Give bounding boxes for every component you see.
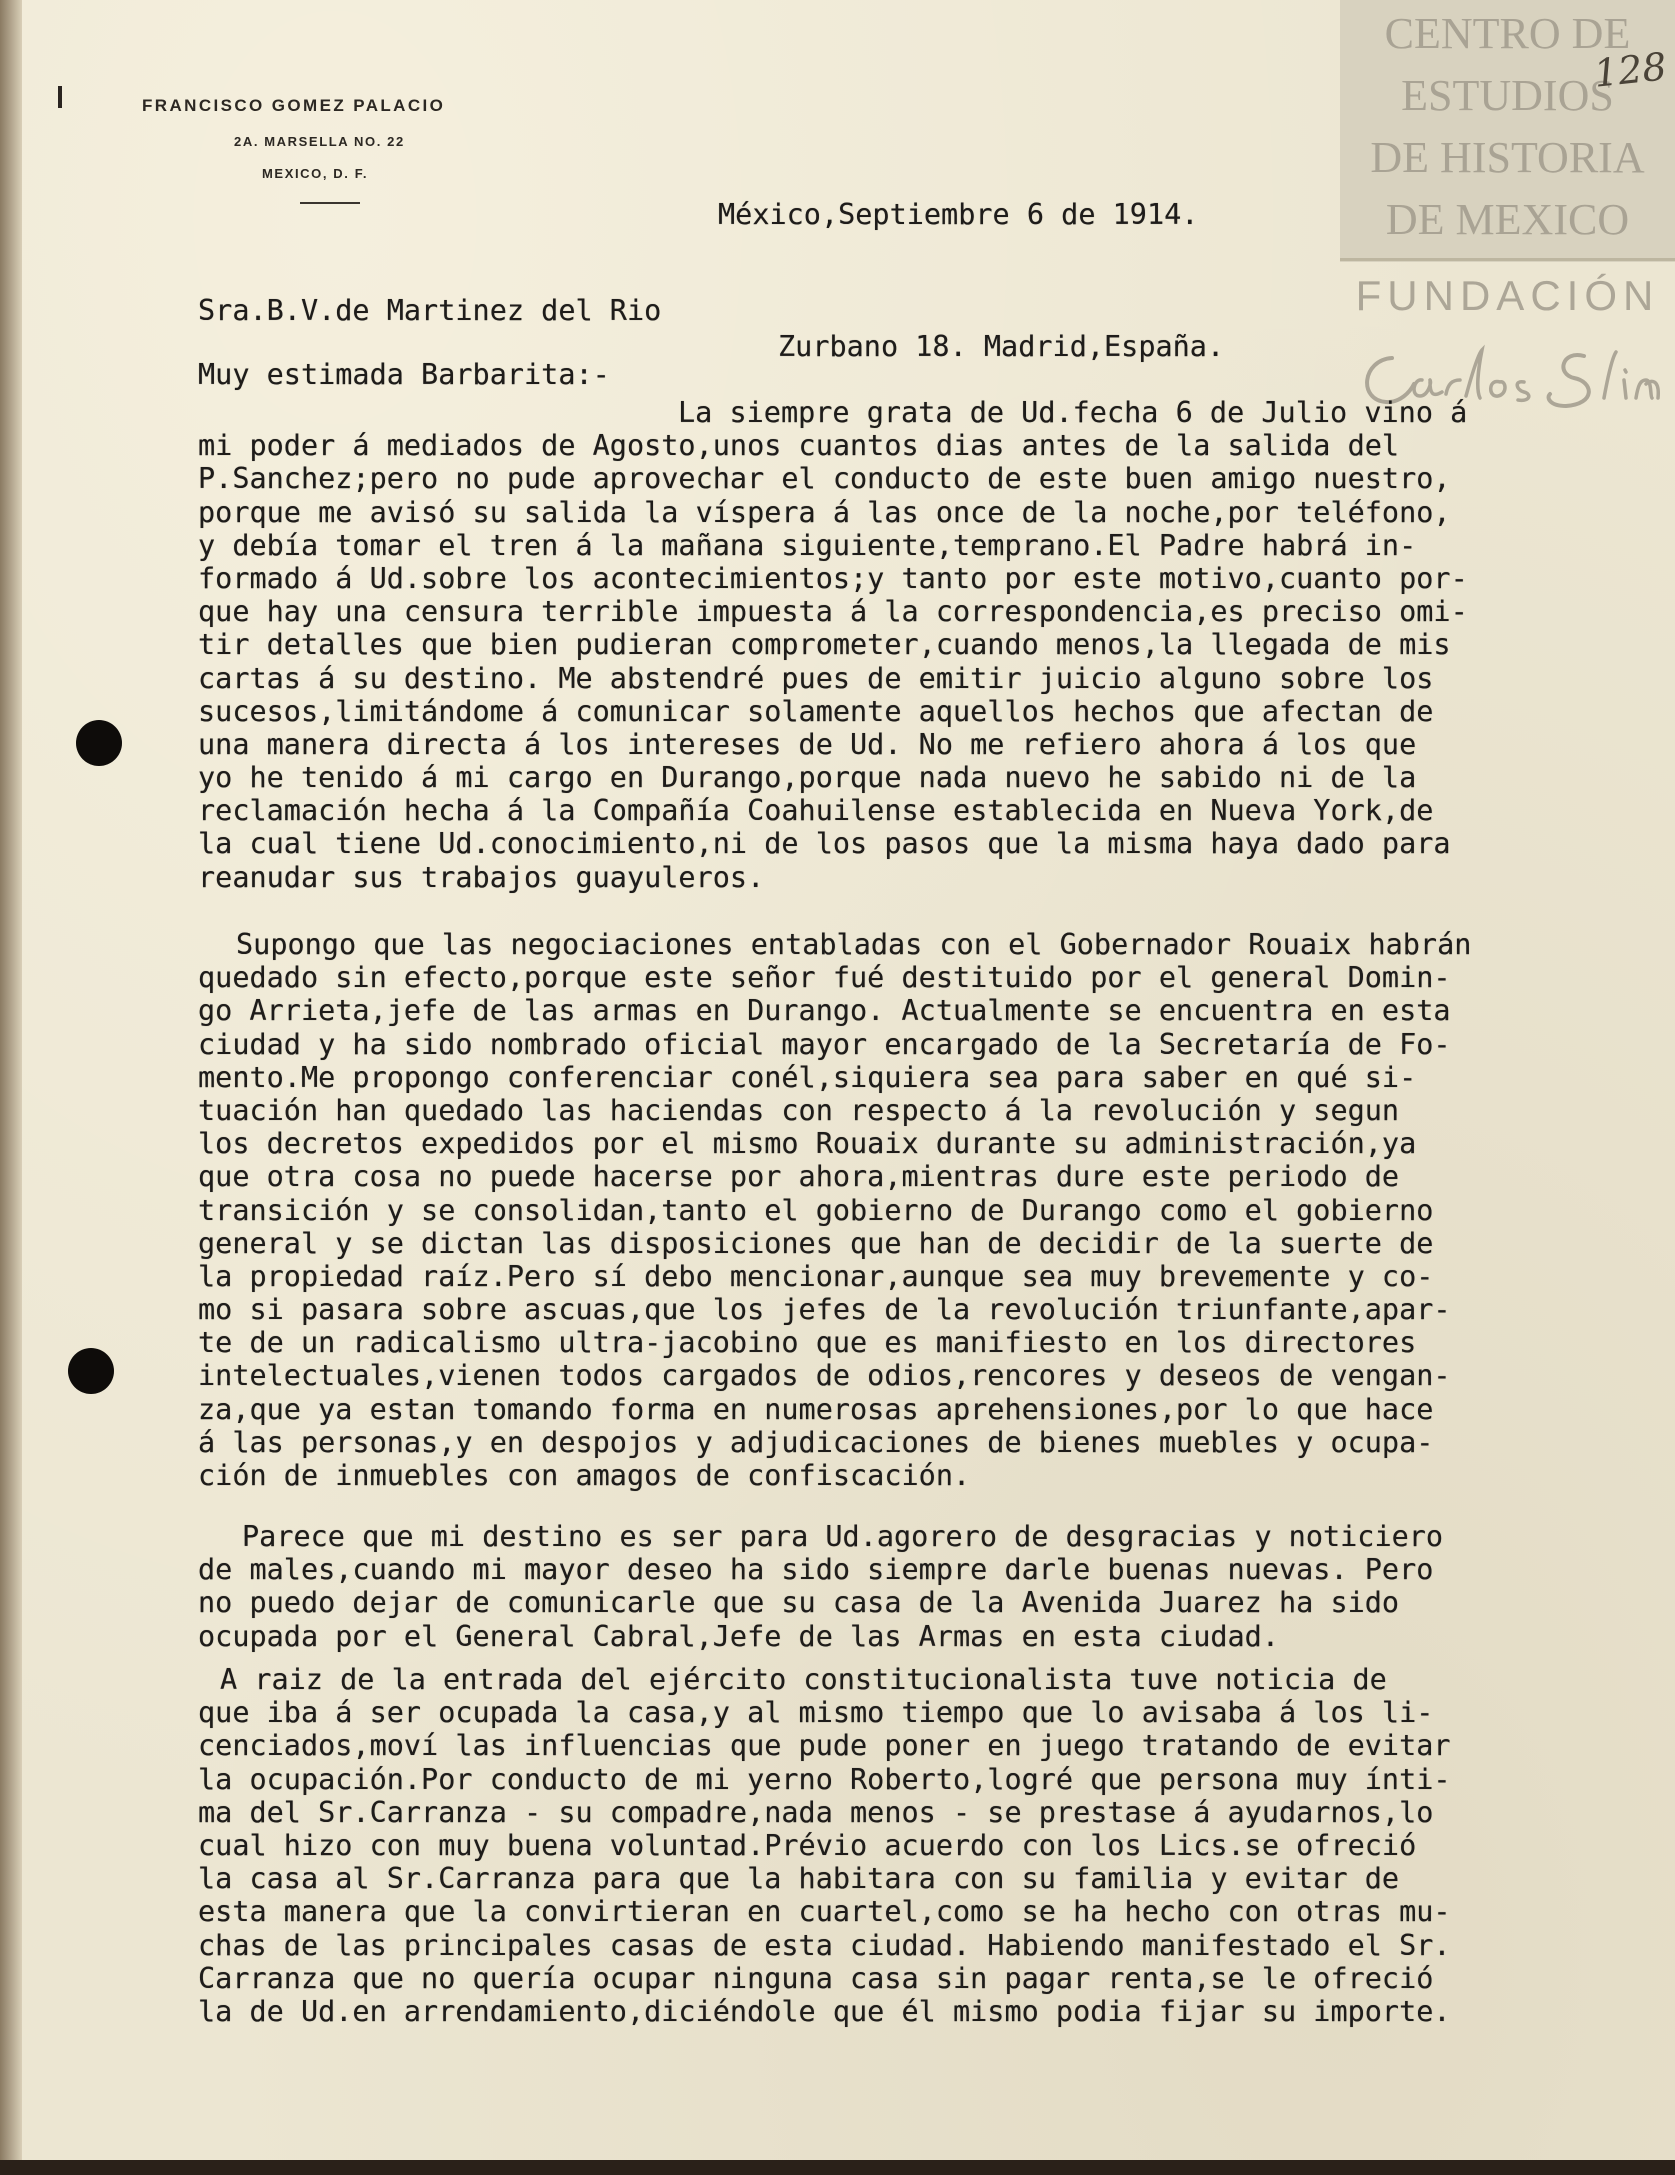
- text-line: intelectuales,vienen todos cargados de odios,rencores y deseos de vengan-: [198, 1359, 1451, 1393]
- letterhead-name: FRANCISCO GOMEZ PALACIO: [142, 96, 446, 115]
- text-line: no puedo dejar de comunicarle que su casa de la Avenida Juarez ha sido: [198, 1586, 1400, 1620]
- text-line: quedado sin efecto,porque este señor fué destituido por el general Domin-: [198, 961, 1451, 995]
- text-line: la cual tiene Ud.conocimiento,ni de los pasos que la misma haya dado para: [198, 827, 1451, 861]
- letter-paragraph: [198, 928, 1471, 1492]
- text-line: la ocupación.Por conducto de mi yerno Roberto,logré que persona muy ínti-: [198, 1762, 1451, 1796]
- text-line: mento.Me propongo conferenciar conél,siquiera sea para saber en qué si-: [198, 1060, 1417, 1094]
- text-line: la casa al Sr.Carranza para que la habitara con su familia y evitar de: [198, 1862, 1400, 1896]
- text-line: cual hizo con muy buena voluntad.Prévio acuerdo con los Lics.se ofreció: [198, 1828, 1417, 1862]
- text-line: chas de las principales casas de esta ciudad. Habiendo manifestado el Sr.: [198, 1928, 1451, 1962]
- archive-stamp-line: DE HISTORIA: [1370, 133, 1645, 182]
- letter-paragraph: [198, 1520, 1443, 1653]
- letter-date: México,Septiembre 6 de 1914.: [718, 198, 1199, 231]
- text-line: tuación han quedado las haciendas con respecto á la revolución y segun: [198, 1093, 1400, 1127]
- text-line: á las personas,y en despojos y adjudicaciones de bienes muebles y ocupa-: [198, 1425, 1434, 1459]
- letter-address: Zurbano 18. Madrid,España.: [778, 330, 1225, 363]
- letter-paragraph: [198, 1663, 1451, 2028]
- text-line: la propiedad raíz.Pero sí debo mencionar,aunque sea muy brevemente y co-: [198, 1259, 1434, 1293]
- text-line: cartas á su destino. Me abstendré pues de emitir juicio alguno sobre los: [198, 661, 1434, 695]
- text-line: cenciados,moví las influencias que pude poner en juego tratando de evitar: [198, 1729, 1451, 1763]
- text-line: los decretos expedidos por el mismo Rouaix durante su administración,ya: [198, 1127, 1417, 1161]
- letter-paragraph: [198, 396, 1468, 894]
- archive-stamp-divider: [1340, 258, 1675, 261]
- text-line: P.Sanchez;pero no pude aprovechar el conducto de este buen amigo nuestro,: [198, 462, 1451, 496]
- text-line: reclamación hecha á la Compañía Coahuilense establecida en Nueva York,de: [198, 794, 1434, 828]
- text-line: ma del Sr.Carranza - su compadre,nada menos - se prestase á ayudarnos,lo: [198, 1795, 1434, 1829]
- text-line: reanudar sus trabajos guayuleros.: [198, 860, 765, 894]
- letter-salutation: Muy estimada Barbarita:-: [198, 358, 610, 391]
- page-left-edge: [0, 0, 22, 2175]
- text-line: que hay una censura terrible impuesta á la correspondencia,es preciso omi-: [198, 595, 1468, 629]
- letterhead-city: MEXICO, D. F.: [262, 166, 369, 181]
- archive-stamp-line: DE MEXICO: [1385, 195, 1630, 244]
- letterhead-street: 2A. MARSELLA NO. 22: [234, 134, 405, 149]
- text-line: za,que ya estan tomando forma en numerosas aprehensiones,por lo que hace: [198, 1392, 1434, 1426]
- text-line: porque me avisó su salida la víspera á las once de la noche,por teléfono,: [198, 495, 1451, 529]
- text-line: que iba á ser ocupada la casa,y al mismo tiempo que lo avisaba á los li-: [198, 1696, 1434, 1730]
- punch-hole: [68, 1348, 114, 1394]
- text-line: te de un radicalismo ultra-jacobino que es manifiesto en los directores: [198, 1326, 1417, 1360]
- text-line: esta manera que la convirtieran en cuartel,como se ha hecho con otras mu-: [198, 1895, 1451, 1929]
- text-line: sucesos,limitándome á comunicar solamente aquellos hechos que afectan de: [198, 694, 1434, 728]
- text-line: que otra cosa no puede hacerse por ahora,mientras dure este periodo de: [198, 1160, 1400, 1194]
- text-line: tir detalles que bien pudieran comprometer,cuando menos,la llegada de mis: [198, 628, 1451, 662]
- text-line: ción de inmuebles con amagos de confiscación.: [198, 1459, 971, 1492]
- archive-stamp-foundation: FUNDACIÓN: [1355, 272, 1660, 319]
- text-line: una manera directa á los intereses de Ud. No me refiero ahora á los que: [198, 727, 1417, 761]
- text-line: Parece que mi destino es ser para Ud.agorero de desgracias y noticiero: [242, 1520, 1444, 1553]
- folio-number: 128: [1591, 44, 1669, 96]
- text-line: ciudad y ha sido nombrado oficial mayor encargado de la Secretaría de Fo-: [198, 1027, 1451, 1061]
- text-line: la de Ud.en arrendamiento,diciéndole que él mismo podia fijar su importe.: [198, 1994, 1451, 2028]
- text-line: Carranza que no quería ocupar ninguna casa sin pagar renta,se le ofreció: [198, 1961, 1434, 1995]
- page-bottom-edge: [0, 2160, 1675, 2175]
- text-line: mo si pasara sobre ascuas,que los jefes de la revolución triunfante,apar-: [198, 1293, 1451, 1327]
- ink-mark: [58, 86, 62, 108]
- archive-stamp-line: CENTRO DE: [1384, 9, 1631, 58]
- archive-stamp-line: ESTUDIOS: [1401, 71, 1614, 120]
- text-line: go Arrieta,jefe de las armas en Durango. Actualmente se encuentra en esta: [198, 994, 1451, 1028]
- text-line: mi poder á mediados de Agosto,unos cuantos dias antes de la salida del: [198, 429, 1400, 463]
- text-line: y debía tomar el tren á la mañana siguiente,temprano.El Padre habrá in-: [198, 528, 1417, 562]
- text-line: yo he tenido á mi cargo en Durango,porque nada nuevo he sabido ni de la: [198, 761, 1417, 795]
- text-line: A raiz de la entrada del ejército constitucionalista tuve noticia de: [220, 1663, 1387, 1696]
- text-line: general y se dictan las disposiciones que han de decidir de la suerte de: [198, 1226, 1434, 1260]
- text-line: Supongo que las negociaciones entabladas con el Gobernador Rouaix habrán: [236, 928, 1472, 961]
- letter-recipient: Sra.B.V.de Martinez del Rio: [198, 294, 662, 327]
- text-line: formado á Ud.sobre los acontecimientos;y tanto por este motivo,cuanto por-: [198, 561, 1468, 595]
- text-line: transición y se consolidan,tanto el gobierno de Durango como el gobierno: [198, 1193, 1434, 1227]
- text-line: La siempre grata de Ud.fecha 6 de Julio vino á: [678, 396, 1468, 429]
- punch-hole: [76, 720, 122, 766]
- letterhead-rule: [300, 202, 360, 204]
- text-line: de males,cuando mi mayor deseo ha sido siempre darle buenas nuevas. Pero: [198, 1553, 1434, 1587]
- text-line: ocupada por el General Cabral,Jefe de las Armas en esta ciudad.: [198, 1619, 1279, 1653]
